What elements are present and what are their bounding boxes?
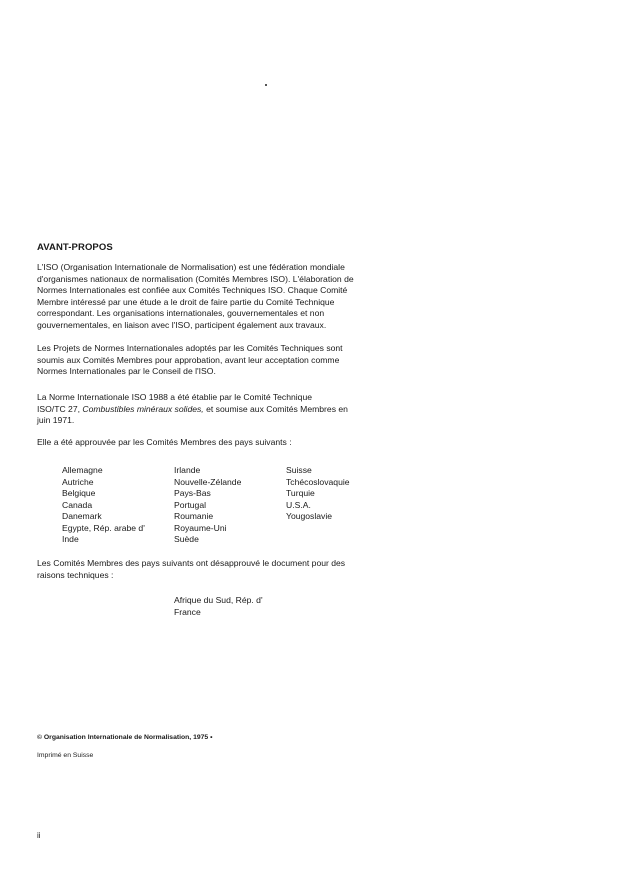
country-name: Belgique xyxy=(62,488,96,498)
country-name: Yougoslavie xyxy=(286,511,333,521)
committee-title: Combustibles minéraux solides, xyxy=(82,403,204,414)
paragraph-line: juin 1971. xyxy=(37,415,75,425)
paragraph-draft-standards xyxy=(37,343,385,378)
paragraph-line: Normes Internationales par le Conseil de l'ISO. xyxy=(37,366,216,376)
paragraph-iso-1988 xyxy=(37,392,385,427)
country-name: Allemagne xyxy=(62,465,103,475)
paragraph-line: Les Projets de Normes Internationales adoptés par les Comités Techniques sont xyxy=(37,343,343,353)
copyright-notice: © Organisation Internationale de Normalisation, 1975 • xyxy=(37,734,213,741)
country-name: Turquie xyxy=(286,488,315,498)
paragraph-line: gouvernementales, en liaison avec l'ISO, participent également aux travaux. xyxy=(37,319,327,330)
printed-in: Imprimé en Suisse xyxy=(37,752,94,759)
paragraph-iso-intro xyxy=(37,262,385,331)
paragraph-line: Normes Internationales est confiée aux Comités Techniques ISO. Chaque Comité xyxy=(37,285,348,295)
paragraph-line: raisons techniques : xyxy=(37,569,114,580)
country-name: Portugal xyxy=(174,499,207,510)
paragraph-approval-intro xyxy=(37,437,397,449)
paragraph-line: correspondant. Les organisations internationales, gouvernementales et non xyxy=(37,308,325,318)
country-name: Suisse xyxy=(286,465,312,475)
country-column-3 xyxy=(286,465,350,523)
country-column-2 xyxy=(174,465,241,546)
paragraph-line: Elle a été approuvée par les Comités Membres des pays suivants : xyxy=(37,437,292,447)
country-name: Inde xyxy=(62,534,79,544)
country-name: Irlande xyxy=(174,465,201,475)
country-name: Danemark xyxy=(62,511,102,521)
section-title: AVANT-PROPOS xyxy=(37,242,113,253)
paragraph-disapproval-intro xyxy=(37,558,385,581)
line-continuation: et soumise aux Comités Membres en xyxy=(203,403,348,414)
page-number: ii xyxy=(37,831,41,840)
country-column-1 xyxy=(62,465,145,546)
country-name: Tchécoslovaquie xyxy=(286,476,350,487)
country-name: Roumanie xyxy=(174,511,214,521)
disapproving-countries-list xyxy=(174,595,263,618)
country-name: Pays-Bas xyxy=(174,488,211,498)
paragraph-line: soumis aux Comités Membres pour approbation, avant leur acceptation comme xyxy=(37,354,340,365)
country-name: U.S.A. xyxy=(286,499,311,510)
country-name: Canada xyxy=(62,499,93,510)
country-name: Royaume-Uni xyxy=(174,522,227,533)
paragraph-line: L'ISO (Organisation Internationale de Normalisation) est une fédération mondiale xyxy=(37,262,345,272)
country-name: Suède xyxy=(174,534,199,544)
scan-speck xyxy=(265,84,267,86)
country-name: Egypte, Rép. arabe d' xyxy=(62,522,145,533)
country-name: Autriche xyxy=(62,476,94,487)
country-name: France xyxy=(174,606,201,617)
country-name: Afrique du Sud, Rép. d' xyxy=(174,595,263,605)
paragraph-line: d'organismes nationaux de normalisation (Comités Membres ISO). L'élaboration de xyxy=(37,273,354,284)
tc-reference: ISO/TC 27, xyxy=(37,403,83,414)
paragraph-line: Membre intéressé par une étude a le droit de faire partie du Comité Technique xyxy=(37,296,335,307)
paragraph-line: La Norme Internationale ISO 1988 a été établie par le Comité Technique xyxy=(37,392,313,402)
paragraph-line xyxy=(37,404,385,416)
country-name: Nouvelle-Zélande xyxy=(174,476,242,487)
paragraph-line: Les Comités Membres des pays suivants ont désapprouvé le document pour des xyxy=(37,558,346,568)
